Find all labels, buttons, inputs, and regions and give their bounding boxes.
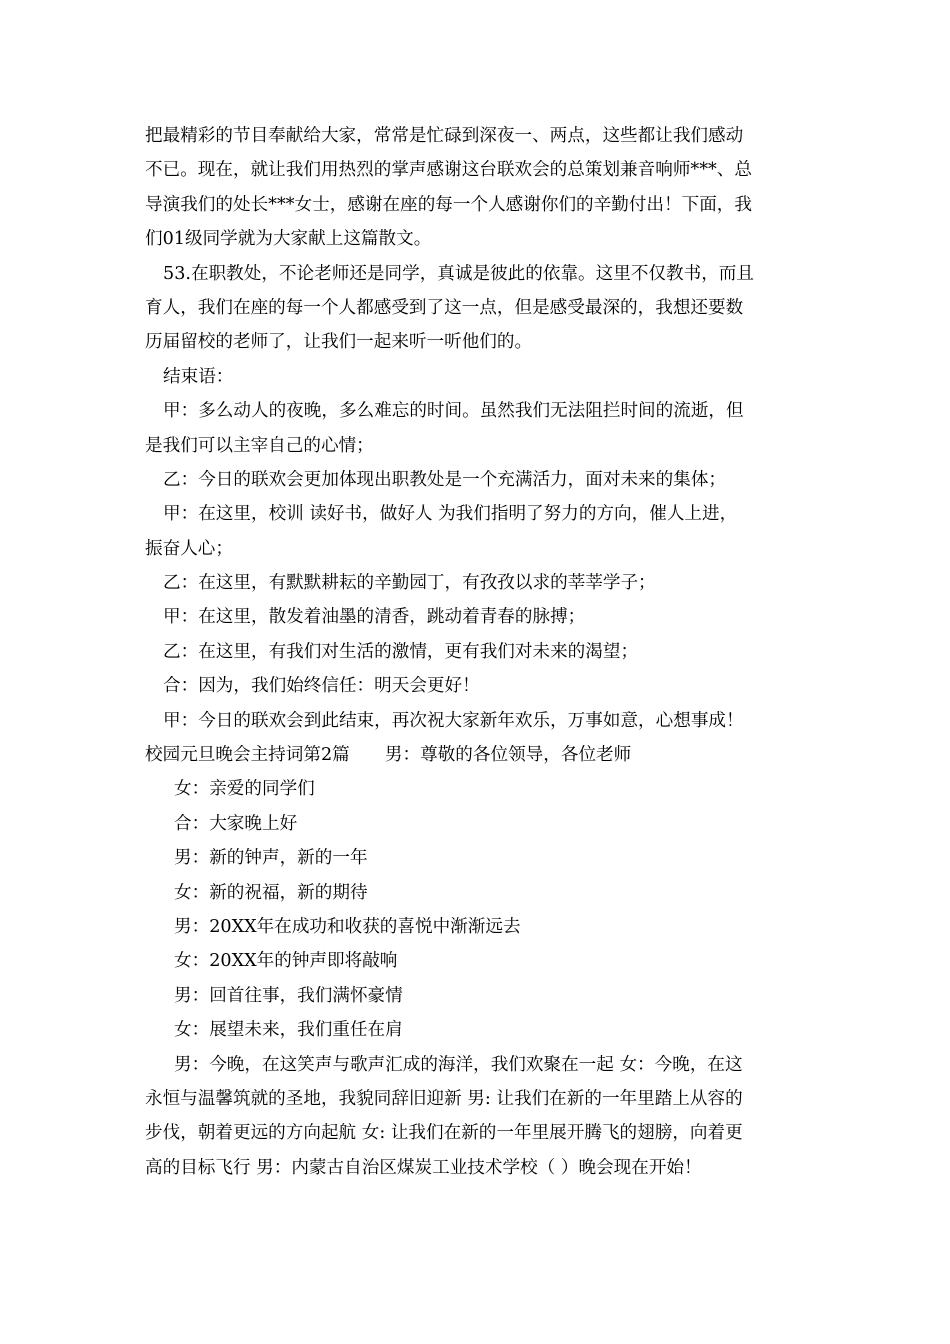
text-line: 男：今晚，在这笑声与歌声汇成的海洋，我们欢聚在一起 女：今晚，在这 <box>174 1054 743 1075</box>
text-line: 乙：在这里，有默默耕耘的辛勤园丁，有孜孜以求的莘莘学子； <box>163 573 656 594</box>
document-body <box>145 119 805 1185</box>
text-line: 历届留校的老师了，让我们一起来听一听他们的。 <box>145 332 533 353</box>
text-line: 合：因为，我们始终信任：明天会更好！ <box>163 676 480 697</box>
text-line: 把最精彩的节目奉献给大家，常常是忙碌到深夜一、两点，这些都让我们感动 <box>145 126 744 146</box>
text-line: 振奋人心； <box>145 538 233 559</box>
section-heading: 结束语： <box>163 366 234 387</box>
text-line: 女：20XX年的钟声即将敲响 <box>174 951 398 972</box>
text-line: 不已。现在，就让我们用热烈的掌声感谢这台联欢会的总策划兼音响师***、总 <box>145 160 752 181</box>
text-line: 高的目标飞行 男：内蒙古自治区煤炭工业技术学校（ ）晚会现在开始！ <box>145 1157 702 1178</box>
section-title-line: 校园元旦晚会主持词第2篇 男：尊敬的各位领导，各位老师 <box>145 745 632 766</box>
text-line: 甲：多么动人的夜晚，多么难忘的时间。虽然我们无法阻拦时间的流逝，但 <box>163 401 744 422</box>
text-line: 男：新的钟声，新的一年 <box>174 848 368 869</box>
text-line: 男：回首往事，我们满怀豪情 <box>174 985 403 1006</box>
text-line: 甲：在这里，校训 读好书，做好人 为我们指明了努力的方向，催人上进， <box>163 504 738 525</box>
text-line: 女：新的祝福，新的期待 <box>174 882 368 903</box>
text-line: 步伐，朝着更远的方向起航 女: 让我们在新的一年里展开腾飞的翅膀，向着更 <box>145 1123 743 1144</box>
text-line: 是我们可以主宰自己的心情； <box>145 435 374 456</box>
text-line: 甲：在这里，散发着油墨的清香，跳动着青春的脉搏； <box>163 607 586 628</box>
text-line: 导演我们的处长***女士，感谢在座的每一个人感谢你们的辛勤付出！下面，我 <box>145 194 752 215</box>
text-line: 女：亲爱的同学们 <box>174 779 315 800</box>
text-line: 女：展望未来，我们重任在肩 <box>174 1020 403 1041</box>
text-line: 育人，我们在座的每一个人都感受到了这一点，但是感受最深的，我想还要数 <box>145 297 744 318</box>
text-line: 甲：今日的联欢会到此结束，再次祝大家新年欢乐，万事如意，心想事成！ <box>163 710 744 731</box>
text-line: 男：20XX年在成功和收获的喜悦中渐渐远去 <box>174 916 521 937</box>
text-line: 永恒与温馨筑就的圣地，我貌同辞旧迎新 男: 让我们在新的一年里踏上从容的 <box>145 1088 743 1109</box>
text-line: 乙：今日的联欢会更加体现出职教处是一个充满活力，面对未来的集体； <box>163 469 727 490</box>
text-line: 53.在职教处，不论老师还是同学，真诚是彼此的依靠。这里不仅教书，而且 <box>163 263 754 284</box>
text-line: 乙：在这里，有我们对生活的激情，更有我们对未来的渴望； <box>163 641 639 662</box>
text-line: 们01级同学就为大家献上这篇散文。 <box>145 229 432 250</box>
text-line: 合：大家晚上好 <box>174 813 298 834</box>
